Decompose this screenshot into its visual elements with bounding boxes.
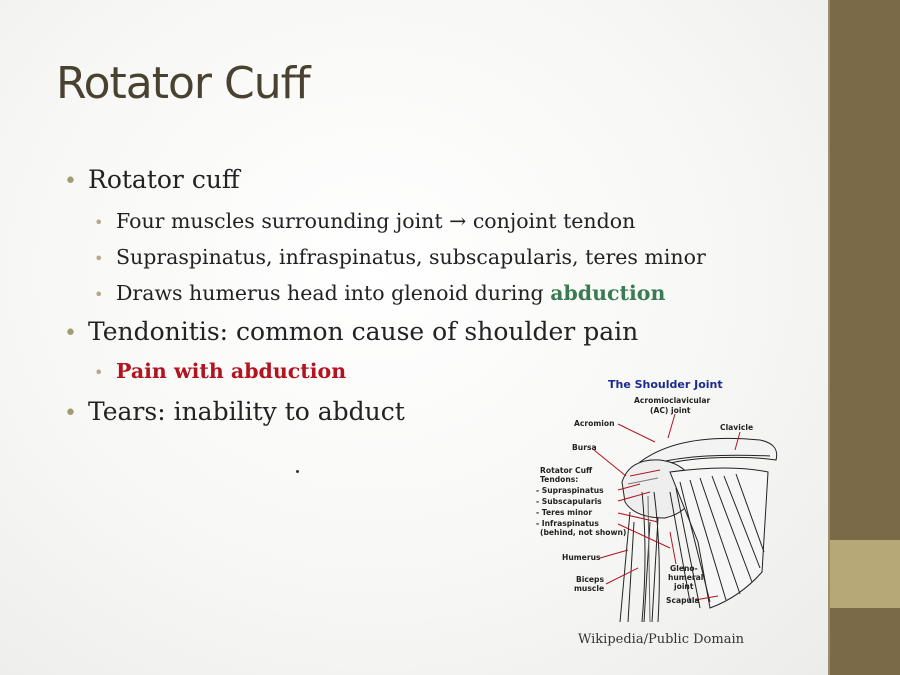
label-infraspinatus-line1: - Infraspinatus [536,519,599,528]
label-glenohumeral-line3: joint [674,582,694,591]
bullet-rotator-cuff [64,165,240,194]
bullet-text: Tendonitis: common cause of shoulder pain [88,317,639,346]
abduction-emphasis: abduction [550,281,666,305]
bullet-icon: • [94,213,104,232]
label-rc-tendons-line1: Rotator Cuff [540,466,593,475]
label-teres-minor: - Teres minor [536,508,593,517]
bullet-icon: • [94,363,104,382]
bullet-tendonitis [64,317,638,346]
label-scapula: Scapula [666,596,700,605]
bullet-icon: • [94,285,104,304]
label-rc-tendons-line2: Tendons: [540,475,579,484]
stray-dot [296,470,299,473]
sub-bullet-pain-abduction [94,359,346,383]
label-acromion: Acromion [574,419,615,428]
label-humerus: Humerus [562,553,601,562]
label-glenohumeral-line1: Gleno- [670,564,698,573]
label-bursa: Bursa [572,443,597,452]
sub-bullet-draws-humerus [94,281,665,305]
bullet-icon: • [64,401,77,426]
bullet-icon: • [64,169,77,194]
bullet-text: Tears: inability to abduct [88,397,405,426]
bullet-text: Rotator cuff [88,165,240,194]
bullet-icon: • [64,321,77,346]
image-credit: Wikipedia/Public Domain [578,632,744,647]
bullet-text: Four muscles surrounding joint → conjoint tendon [116,209,636,233]
bullet-icon: • [94,249,104,268]
sub-bullet-muscle-names [94,245,706,269]
slide-title: Rotator Cuff [56,58,310,109]
figure-title: The Shoulder Joint [608,378,723,391]
label-biceps-line2: muscle [574,584,605,593]
label-clavicle: Clavicle [720,423,754,432]
label-biceps-line1: Biceps [576,575,604,584]
label-supraspinatus: - Supraspinatus [536,486,604,495]
label-glenohumeral-line2: humeral [668,573,704,582]
sidebar-accent-band [830,540,900,608]
bullet-text [116,281,665,305]
bullet-text: Pain with abduction [116,359,347,383]
sub-bullet-four-muscles [94,209,635,233]
bullet-text-prefix: Draws humerus head into glenoid during [116,281,551,305]
shoulder-joint-figure [530,372,790,622]
label-ac-joint-line1: Acromioclavicular [634,396,711,405]
bullet-tears [64,397,405,426]
label-ac-joint-line2: (AC) joint [650,406,691,415]
bullet-text: Supraspinatus, infraspinatus, subscapularis, teres minor [116,245,706,269]
label-infraspinatus-line2: (behind, not shown) [540,528,627,537]
label-subscapularis: - Subscapularis [536,497,602,506]
